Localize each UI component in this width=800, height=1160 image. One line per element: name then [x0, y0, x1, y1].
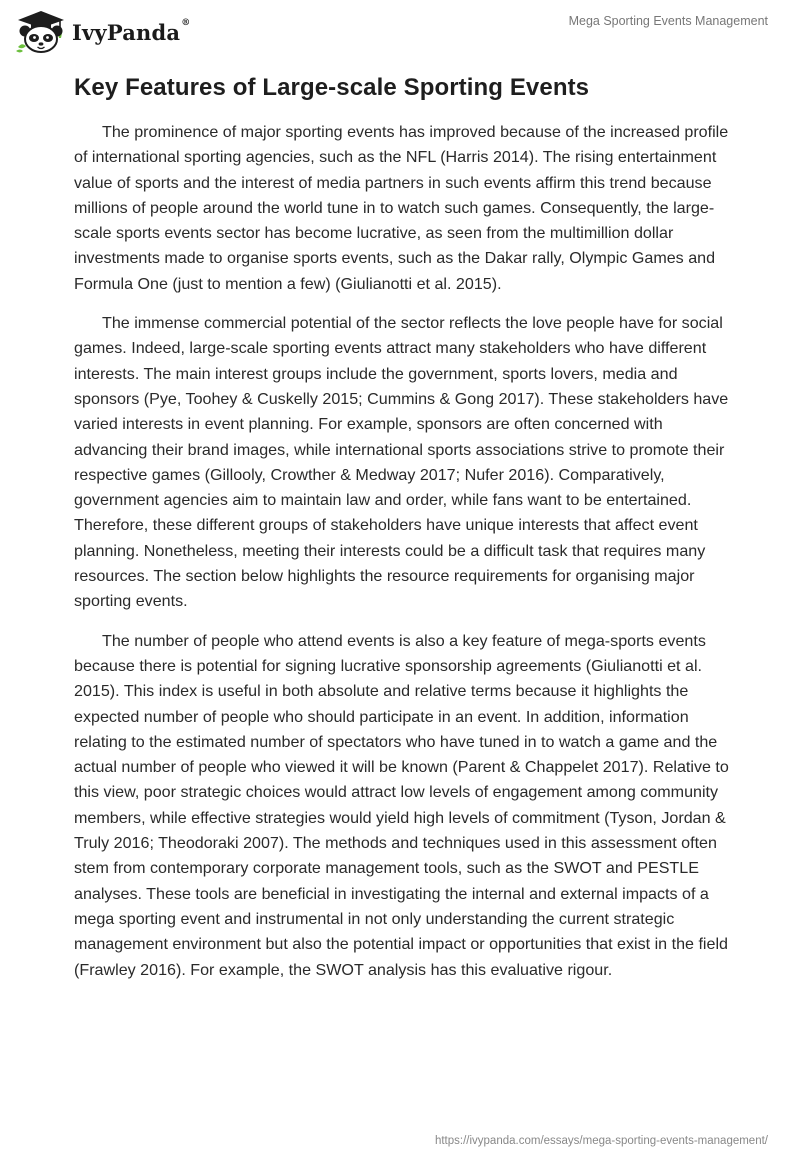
- panda-graduate-icon: [14, 9, 68, 55]
- paragraph-2: The immense commercial potential of the sector reflects the love people have for social games. Indeed, large-scale sporting events attract many stakeholders who have different interests. The main interest groups include the government, sports lovers, media and sponsors (Pye, Toohey & Cuskelly 2015; Cummins & Gong 2017). These stakeholders have varied interests in event planning. For example, sponsors are often concerned with advancing their brand images, while international sports associations strive to promote their respective games (Gillooly, Crowther & Medway 2017; Nufer 2016). Comparatively, government agencies aim to maintain law and order, while fans want to be entertained. Therefore, these different groups of stakeholders have unique interests that affect event planning. Nonetheless, meeting their interests could be a difficult task that requires many resources. The section below highlights the resource requirements for organising major sporting events.: [74, 314, 729, 611]
- ivypanda-logo[interactable]: [14, 8, 190, 56]
- article-body: [74, 72, 734, 997]
- page-header: [0, 0, 800, 64]
- brand-name: IvyPanda®: [72, 17, 191, 45]
- section-heading: Key Features of Large-scale Sporting Events: [74, 74, 590, 101]
- registered-mark: ®: [181, 17, 191, 28]
- running-title: Mega Sporting Events Management: [568, 14, 768, 28]
- paragraph-1: The prominence of major sporting events has improved because of the increased profile of international sporting agencies, such as the NFL (Harris 2014). The rising entertainment value of sports and the interest of media partners in such events affirm this trend because millions of people around the world tune in to watch such games. Consequently, the large-scale sports events sector has become lucrative, as seen from the multimillion dollar investments made to organise sports events, such as the Dakar rally, Olympic Games and Formula One (just to mention a few) (Giulianotti et al. 2015).: [74, 123, 729, 293]
- source-url[interactable]: https://ivypanda.com/essays/mega-sporting-events-management/: [434, 1135, 768, 1147]
- paragraph-3: The number of people who attend events is also a key feature of mega-sports events because there is potential for signing lucrative sponsorship agreements (Giulianotti et al. 2015). This index is useful in both absolute and relative terms because it highlights the expected number of people who should participate in an event. In addition, information relating to the estimated number of spectators who have tuned in to watch a game and the actual number of people who viewed it will be known (Parent & Chappelet 2017). Relative to this view, poor strategic choices would attract low levels of engagement among community members, while effective strategies would yield high levels of commitment (Tyson, Jordan & Truly 2016; Theodoraki 2007). The methods and techniques used in this assessment often stem from contemporary corporate management tools, such as the SWOT and PESTLE analyses. These tools are beneficial in investigating the internal and external impacts of a mega sporting event and instrumental in not only understanding the current strategic management environment but also the potential impact or opportunities that exist in the field (Frawley 2016). For example, the SWOT analysis has this evaluative rigour.: [74, 631, 729, 979]
